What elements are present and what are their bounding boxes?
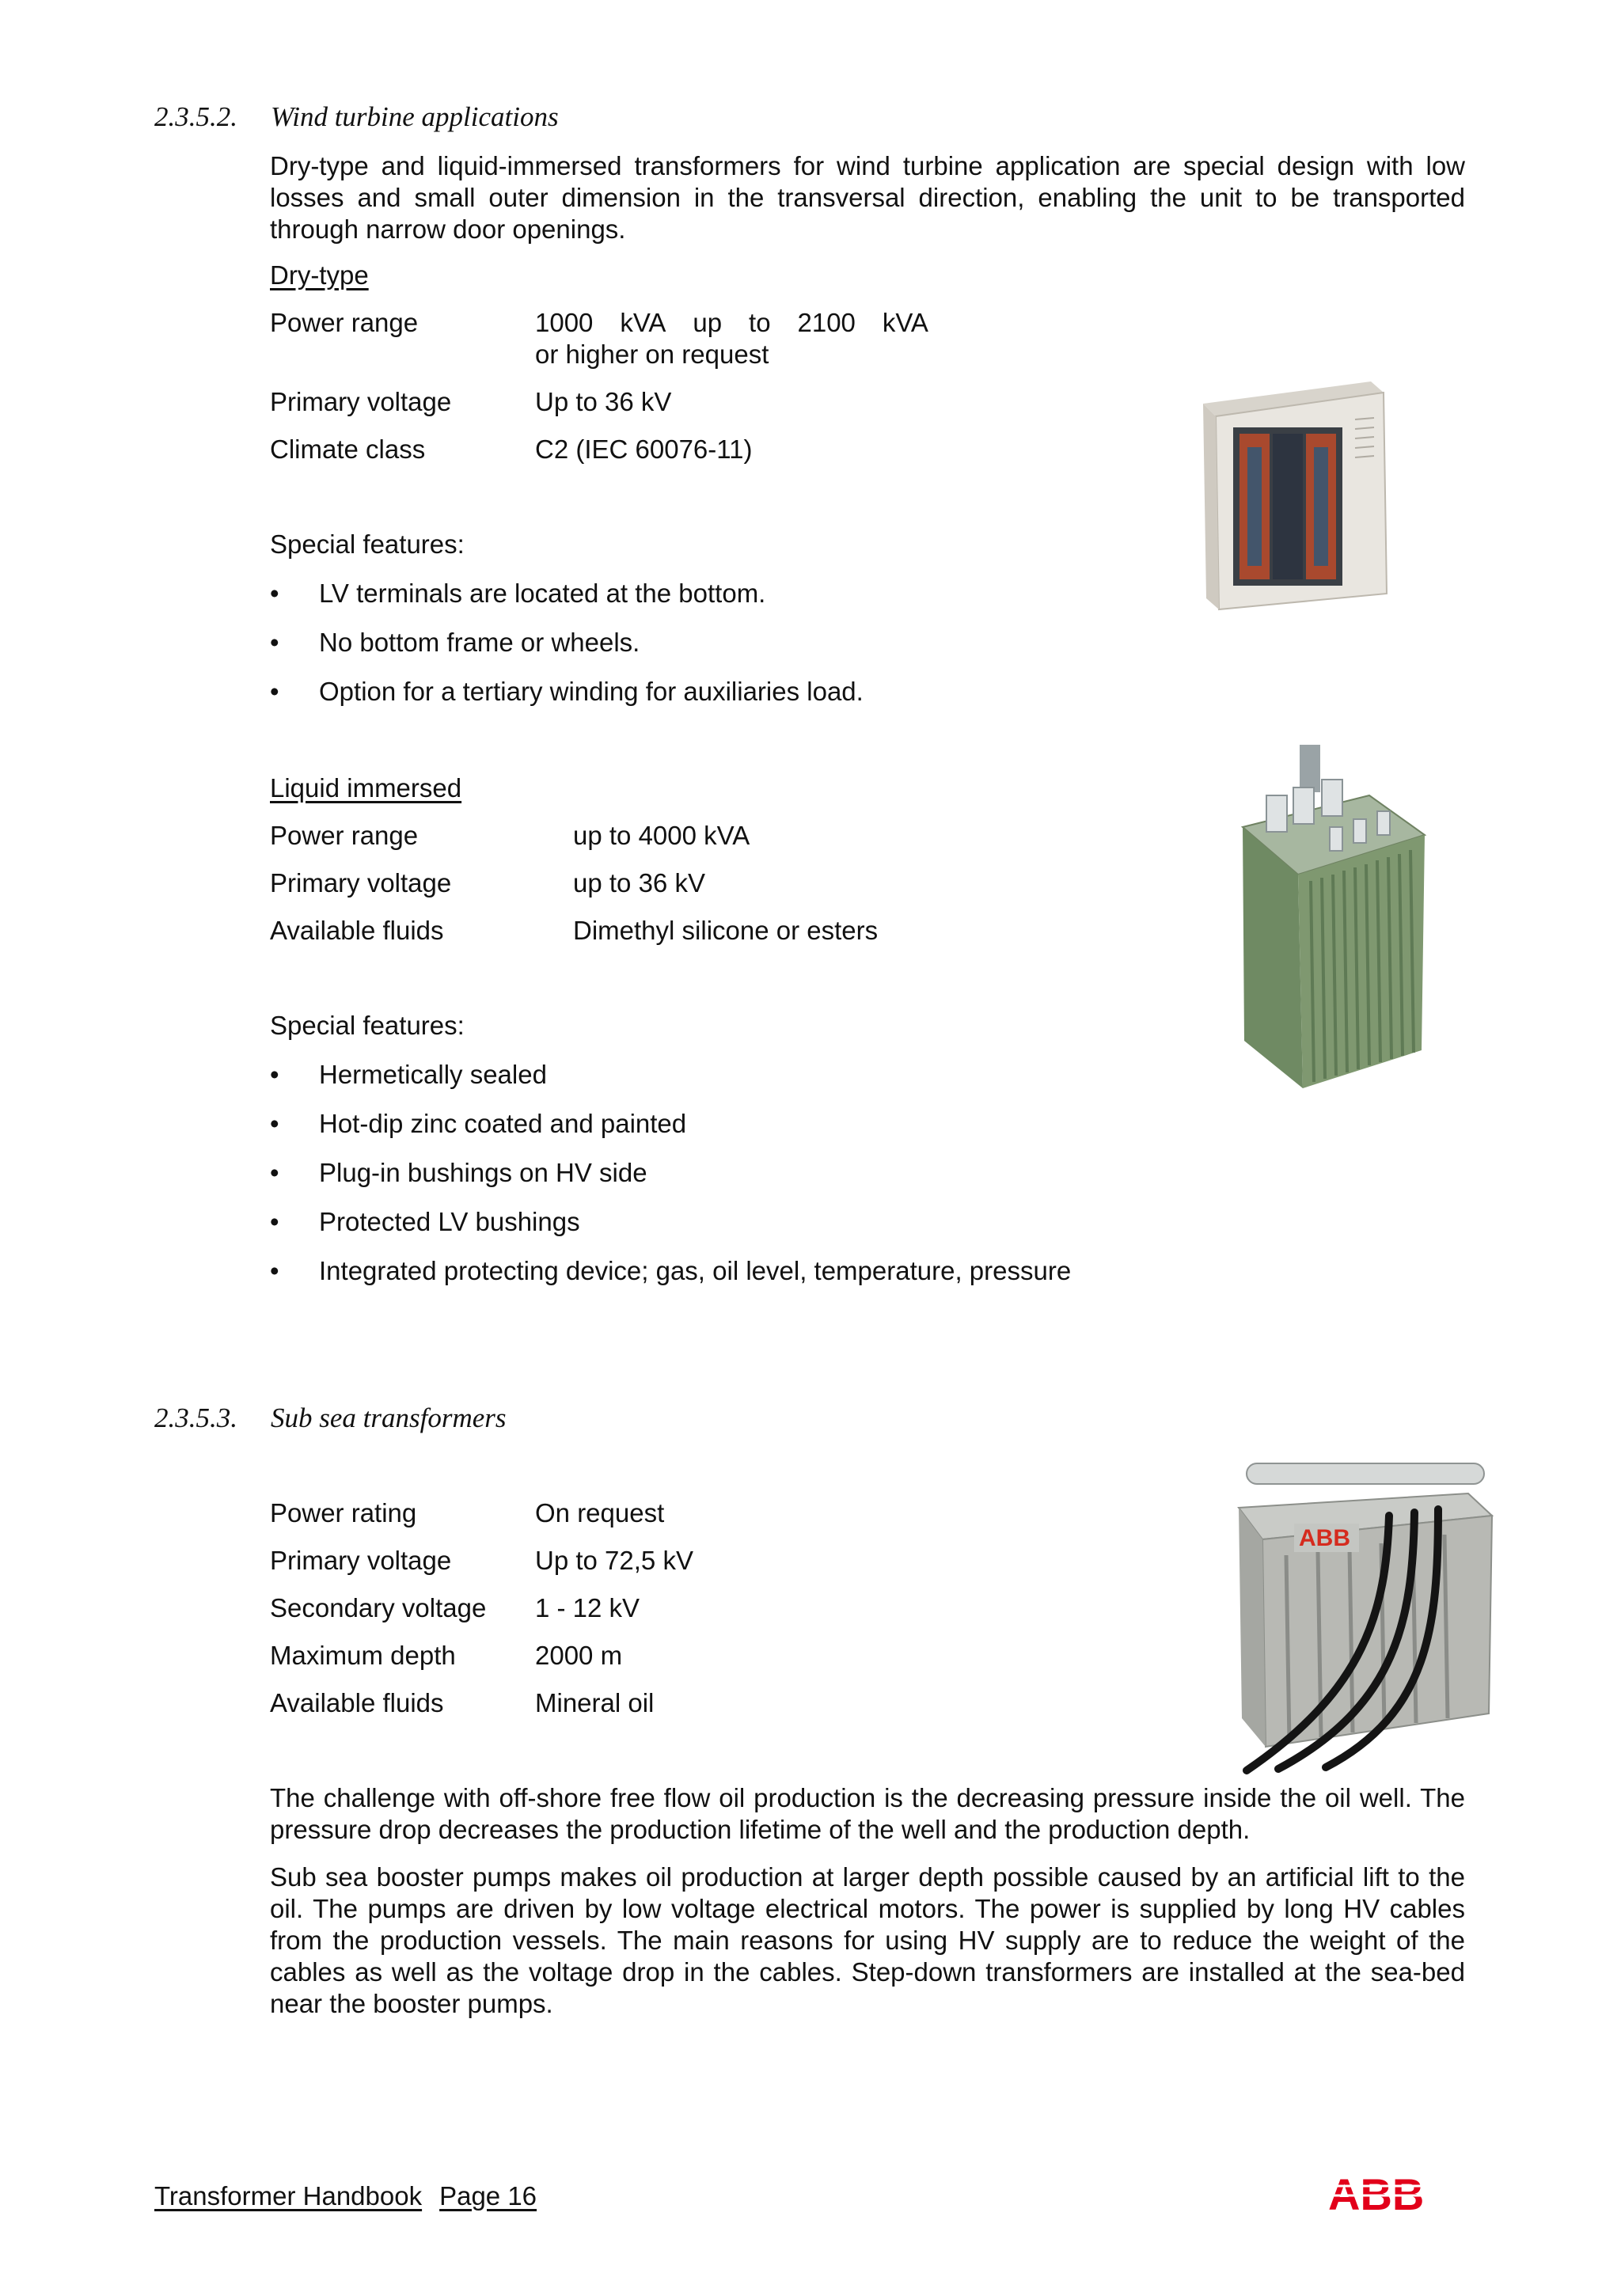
section-heading-wind [154, 101, 559, 133]
bullet-icon: • [270, 1060, 279, 1089]
spec-label: Secondary voltage [270, 1593, 487, 1622]
wind-intro-paragraph: Dry-type and liquid-immersed transformers for wind turbine application are special design with low losses and small outer dimension in the transversal direction, enabling the unit to be transported through narrow door openings. [270, 151, 1465, 244]
spec-label: Primary voltage [270, 1546, 452, 1575]
liquid-immersed-heading: Liquid immersed [270, 773, 462, 803]
spec-value: Dimethyl silicone or esters [573, 916, 879, 945]
spec-label: Power rating [270, 1498, 417, 1528]
spec-value-climate-class: C2 (IEC 60076-11) [535, 435, 753, 464]
section-heading-subsea [154, 1402, 507, 1434]
spec-label: Available fluids [270, 916, 444, 945]
spec-value: 2000 m [535, 1641, 623, 1670]
bullet-icon: • [270, 579, 279, 608]
spec-value-power-range [535, 307, 928, 370]
liquid-immersed-transformer-image [1211, 740, 1433, 1120]
spec-value-primary-voltage: Up to 36 kV [535, 387, 672, 416]
section-title: Sub sea transformers [271, 1402, 507, 1433]
page-footer [154, 2181, 537, 2211]
abb-mark: ABB [1299, 1525, 1350, 1551]
spec-value: Mineral oil [535, 1688, 655, 1717]
dry-features-heading: Special features: [270, 529, 465, 559]
spec-value: Up to 72,5 kV [535, 1546, 693, 1575]
spec-label-climate-class: Climate class [270, 435, 426, 464]
abb-logo-text: ABB [1328, 2173, 1425, 2216]
spec-value: up to 4000 kVA [573, 821, 750, 850]
bullet-icon: • [270, 677, 279, 706]
spec-value: On request [535, 1498, 665, 1528]
spec-value: up to 36 kV [573, 868, 705, 898]
spec-label: Power range [270, 821, 419, 850]
abb-logo [1327, 2173, 1444, 2216]
bullet-icon: • [270, 1109, 279, 1138]
spec-label-power-range: Power range [270, 308, 419, 337]
liquid-features-heading: Special features: [270, 1011, 465, 1040]
power-range-line2: or higher on request [535, 340, 769, 369]
footer-doc-title: Transformer Handbook [154, 2181, 423, 2211]
bullet-icon: • [270, 1256, 279, 1285]
footer-page-number: Page 16 [439, 2181, 537, 2211]
spec-label: Primary voltage [270, 868, 452, 898]
spec-label-primary-voltage: Primary voltage [270, 387, 452, 416]
spec-label: Available fluids [270, 1688, 444, 1717]
dry-type-heading: Dry-type [270, 260, 369, 290]
dry-type-transformer-image [1187, 372, 1401, 617]
spec-label: Maximum depth [270, 1641, 456, 1670]
bullet-icon: • [270, 1158, 279, 1187]
spec-value: 1 - 12 kV [535, 1593, 640, 1622]
section-number: 2.3.5.3. [154, 1402, 237, 1433]
section-number: 2.3.5.2. [154, 101, 237, 132]
bullet-icon: • [270, 628, 279, 657]
subsea-paragraph-2: Sub sea booster pumps makes oil production at larger depth possible caused by an artificial lift to the oil. The pumps are driven by low voltage electrical motors. The power is supplied by long HV cables from the production vessels. The main reasons for using HV supply are to reduce the weight of the cables as well as the voltage drop in the cables. Step-down transformers are installed at the sea-bed near the booster pumps. [270, 1862, 1465, 2018]
section-title: Wind turbine applications [271, 101, 559, 132]
subsea-transformer-image [1231, 1452, 1516, 1777]
subsea-paragraph-1: The challenge with off-shore free flow oil production is the decreasing pressure inside the oil well. The pressure drop decreases the production lifetime of the well and the production depth. [270, 1783, 1465, 1844]
bullet-icon: • [270, 1207, 279, 1236]
power-range-line1: 1000 kVA up to 2100 kVA [535, 308, 928, 337]
